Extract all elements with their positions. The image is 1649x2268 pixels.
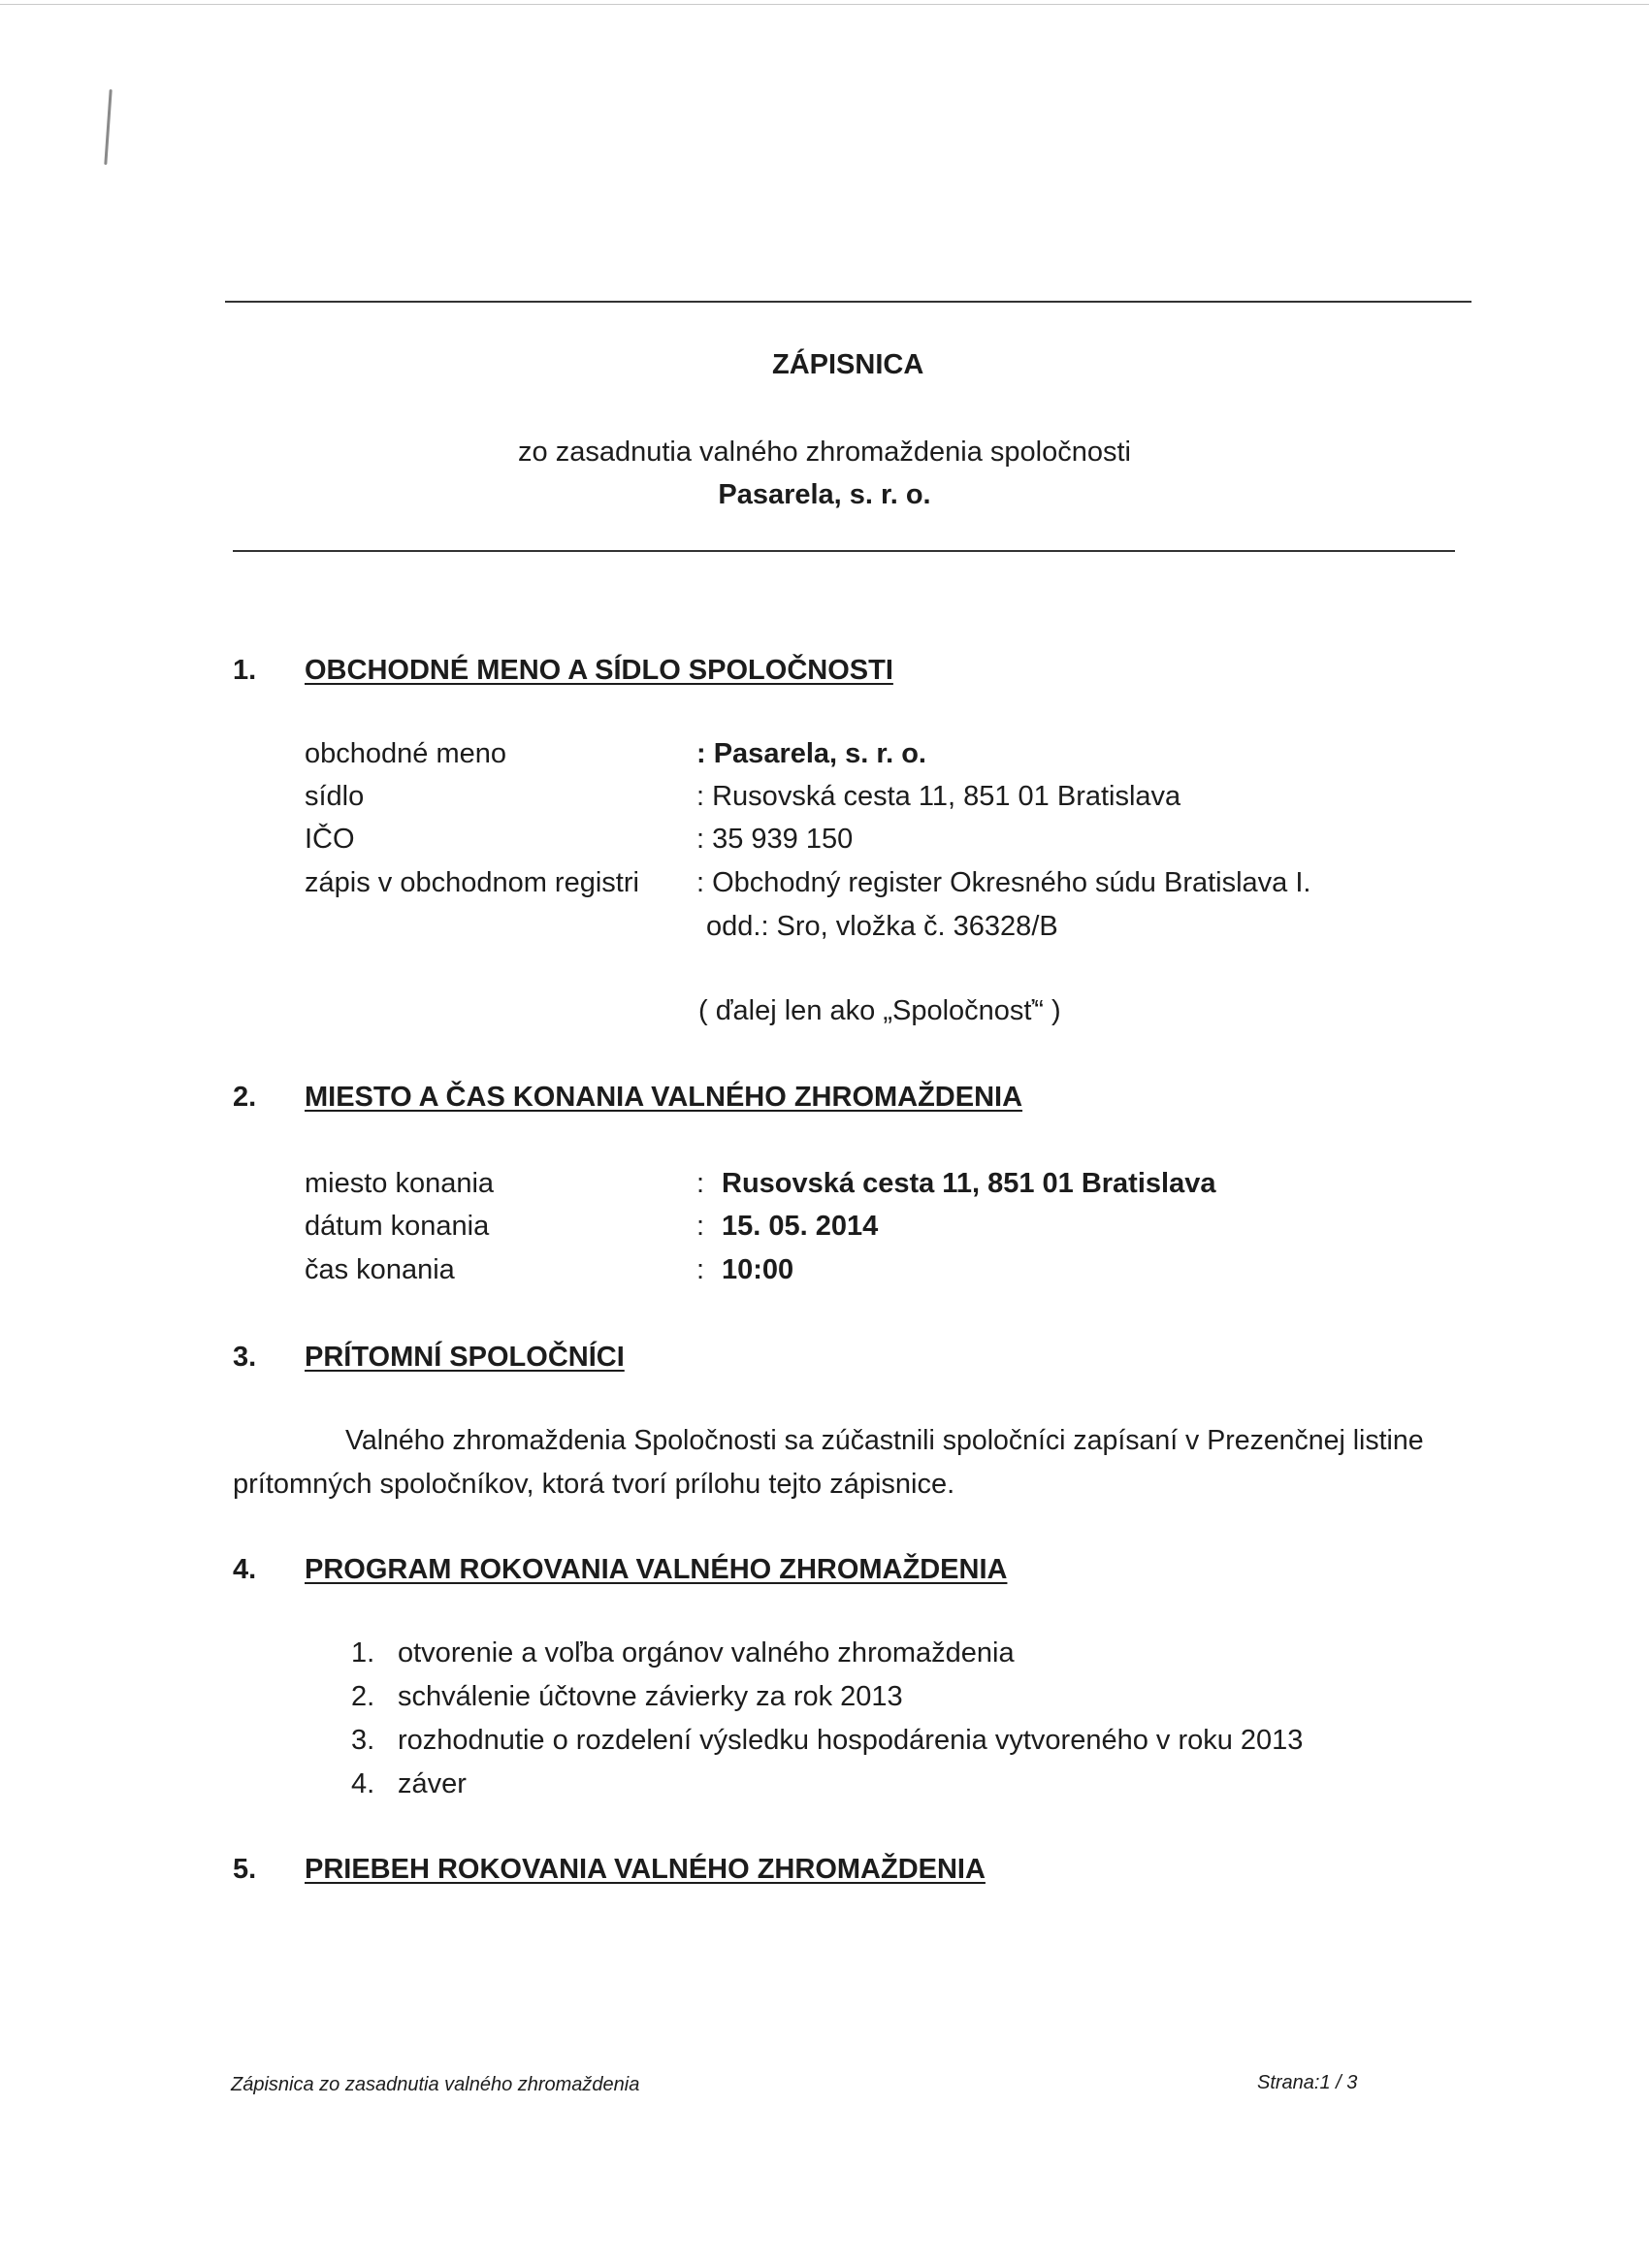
agenda-item-3-number: 3. <box>351 1725 375 1756</box>
section-3-paragraph-line-1: Valného zhromaždenia Spoločnosti sa zúčastnili spoločníci zapísaní v Prezenčnej listine <box>345 1425 1424 1456</box>
agenda-item-4-number: 4. <box>351 1768 375 1799</box>
value-obchodne-meno: : Pasarela, s. r. o. <box>696 738 926 769</box>
section-1-heading: OBCHODNÉ MENO A SÍDLO SPOLOČNOSTI <box>305 655 893 686</box>
footer-document-name: Zápisnica zo zasadnutia valného zhromaždenia <box>231 2074 640 2095</box>
agenda-item-2-number: 2. <box>351 1681 375 1712</box>
section-3-paragraph-line-2: prítomných spoločníkov, ktorá tvorí prílohu tejto zápisnice. <box>233 1469 955 1500</box>
value-sidlo: : Rusovská cesta 11, 851 01 Bratislava <box>696 781 1181 812</box>
document-subtitle: zo zasadnutia valného zhromaždenia spoločnosti <box>518 437 1131 468</box>
label-ico: IČO <box>305 824 355 855</box>
pencil-mark <box>104 89 112 165</box>
agenda-item-1-text: otvorenie a voľba orgánov valného zhromaždenia <box>398 1637 1015 1669</box>
agenda-item-1-number: 1. <box>351 1637 375 1669</box>
footer-page-number: Strana:1 / 3 <box>1257 2072 1358 2093</box>
label-sidlo: sídlo <box>305 781 365 812</box>
value-zapis-registri: : Obchodný register Okresného súdu Bratislava I. <box>696 867 1311 898</box>
header-bottom-rule <box>233 550 1455 552</box>
label-zapis-registri: zápis v obchodnom registri <box>305 867 639 898</box>
agenda-item-4-text: záver <box>398 1768 467 1799</box>
section-4-number: 4. <box>233 1554 257 1585</box>
label-obchodne-meno: obchodné meno <box>305 738 506 769</box>
colon-miesto-konania: : <box>696 1168 705 1199</box>
section-3-number: 3. <box>233 1342 257 1373</box>
document-title: ZÁPISNICA <box>772 349 924 380</box>
company-name-heading: Pasarela, s. r. o. <box>718 479 931 510</box>
scan-edge-line <box>0 4 1649 5</box>
agenda-item-2-text: schválenie účtovne závierky za rok 2013 <box>398 1681 903 1712</box>
value-miesto-konania: Rusovská cesta 11, 851 01 Bratislava <box>722 1168 1216 1199</box>
agenda-item-3-text: rozhodnutie o rozdelení výsledku hospodárenia vytvoreného v roku 2013 <box>398 1725 1304 1756</box>
section-2-heading: MIESTO A ČAS KONANIA VALNÉHO ZHROMAŽDENIA <box>305 1082 1023 1113</box>
section-2-number: 2. <box>233 1082 257 1113</box>
label-datum-konania: dátum konania <box>305 1211 490 1242</box>
colon-cas-konania: : <box>696 1254 705 1285</box>
label-miesto-konania: miesto konania <box>305 1168 495 1199</box>
section-5-heading: PRIEBEH ROKOVANIA VALNÉHO ZHROMAŽDENIA <box>305 1854 986 1885</box>
colon-datum-konania: : <box>696 1211 705 1242</box>
label-cas-konania: čas konania <box>305 1254 455 1285</box>
value-registry-continuation: odd.: Sro, vložka č. 36328/B <box>706 911 1058 942</box>
section-1-number: 1. <box>233 655 257 686</box>
value-datum-konania: 15. 05. 2014 <box>722 1211 879 1242</box>
section-3-heading: PRÍTOMNÍ SPOLOČNÍCI <box>305 1342 625 1373</box>
section-5-number: 5. <box>233 1854 257 1885</box>
section-4-heading: PROGRAM ROKOVANIA VALNÉHO ZHROMAŽDENIA <box>305 1554 1008 1585</box>
alias-note: ( ďalej len ako „Spoločnosť“ ) <box>698 995 1061 1026</box>
header-top-rule <box>225 301 1471 303</box>
value-ico: : 35 939 150 <box>696 824 854 855</box>
value-cas-konania: 10:00 <box>722 1254 794 1285</box>
